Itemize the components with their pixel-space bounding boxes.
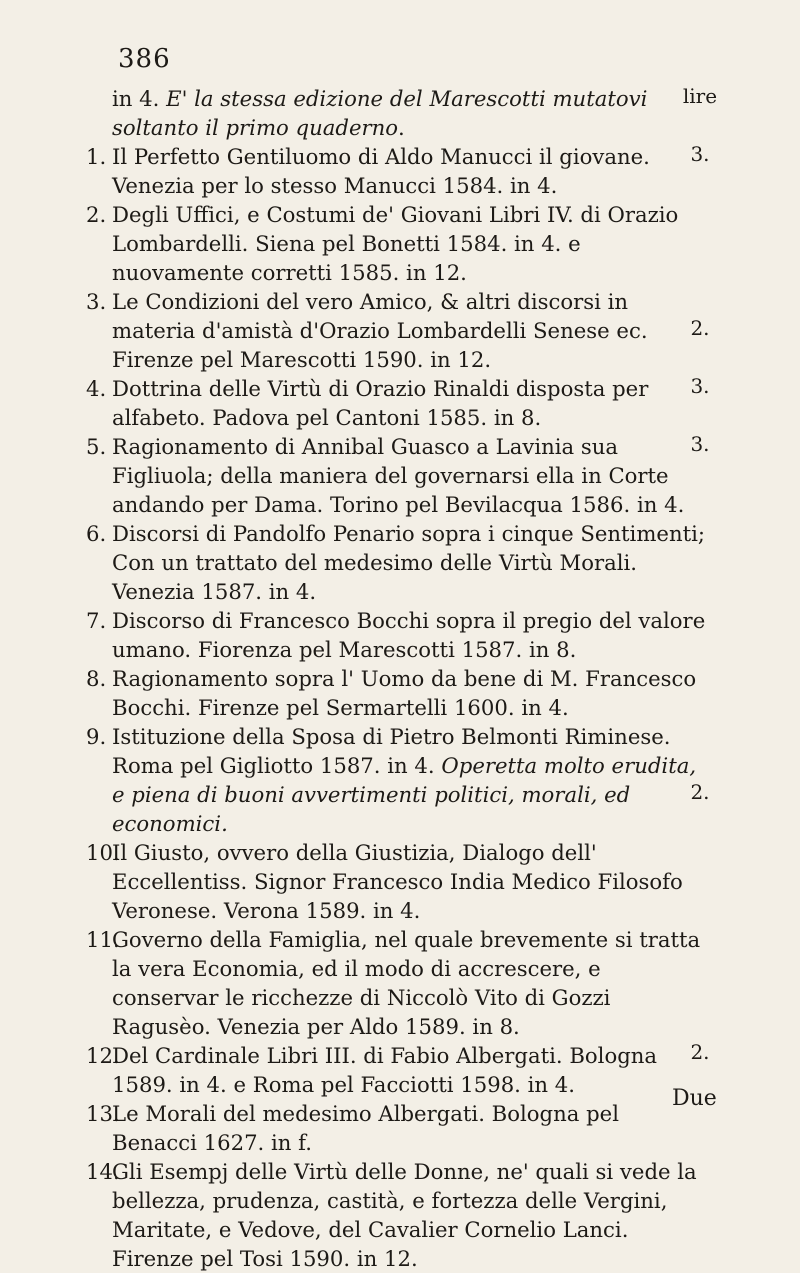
price-entry-11: 2. xyxy=(690,780,710,804)
catalog-entry-4 xyxy=(86,374,706,432)
entry-text: Ragionamento di Annibal Guasco a Lavinia sua Figliuola; della maniera del governarsi ella in Corte andando per Dama. Torino pel Bevilacqua 1586. in 4. xyxy=(112,434,685,517)
catalog-entry-6 xyxy=(86,519,706,606)
catalog-entry-2 xyxy=(86,200,706,287)
entry-number: 4. xyxy=(86,376,107,401)
entry-number: 1. xyxy=(86,144,107,169)
entry-number: 2. xyxy=(86,202,107,227)
entry-text: Il Giusto, ovvero della Giustizia, Dialogo dell' Eccellentiss. Signor Francesco India Medico Filosofo Veronese. Verona 1589. in 4. xyxy=(112,840,683,923)
entry-number: 9. xyxy=(86,724,107,749)
catalog-entry-13 xyxy=(86,1099,706,1157)
entry-number: 6. xyxy=(86,521,107,546)
entry-text: Degli Uffici, e Costumi de' Giovani Libri IV. di Orazio Lombardelli. Siena pel Bonetti 1584. in 4. e nuovamente corretti 1585. in 12. xyxy=(112,202,679,285)
entry-text: Del Cardinale Libri III. di Fabio Albergati. Bologna 1589. in 4. e Roma pel Facciotti 1598. in 4. xyxy=(112,1043,658,1097)
intro-suffix: . xyxy=(398,115,405,140)
price-entry-2: 3. xyxy=(690,142,710,166)
entry-number: 12. xyxy=(86,1043,120,1068)
entry-text: Dottrina delle Virtù di Orazio Rinaldi disposta per alfabeto. Padova pel Cantoni 1585. in 8. xyxy=(112,376,649,430)
entry-text: Governo della Famiglia, nel quale brevemente si tratta la vera Economia, ed il modo di accrescere, e conservar le ricchezze di Niccolò Vito di Gozzi Ragusèo. Venezia per Aldo 1589. in 8. xyxy=(112,927,701,1039)
catalog-text xyxy=(86,84,706,1273)
catalog-entry-8 xyxy=(86,664,706,722)
page-number: 386 xyxy=(118,44,171,74)
catalog-entry-9 xyxy=(86,722,706,838)
entry-number: 7. xyxy=(86,608,107,633)
entry-text: Le Condizioni del vero Amico, & altri discorsi in materia d'amistà d'Orazio Lombardelli Senese ec. Firenze pel Marescotti 1590. in 12. xyxy=(112,289,648,372)
catalog-entry-1 xyxy=(86,142,706,200)
catalog-entry-7 xyxy=(86,606,706,664)
intro-italic: E' la stessa edizione del Marescotti mutatovi soltanto il primo quaderno xyxy=(112,86,648,140)
entry-text: Ragionamento sopra l' Uomo da bene di M. Francesco Bocchi. Firenze pel Sermartelli 1600. in 4. xyxy=(112,666,697,720)
entry-number: 5. xyxy=(86,434,107,459)
entry-number: 14. xyxy=(86,1159,120,1184)
entry-text: Discorso di Francesco Bocchi sopra il pregio del valore umano. Fiorenza pel Marescotti 1587. in 8. xyxy=(112,608,706,662)
catalog-entry-11 xyxy=(86,925,706,1041)
catalog-entry-5 xyxy=(86,432,706,519)
price-entry-6: 3. xyxy=(690,432,710,456)
entry-number: 11. xyxy=(86,927,120,952)
catchword: Due xyxy=(672,1086,717,1111)
entry-text: Il Perfetto Gentiluomo di Aldo Manucci il giovane. Venezia per lo stesso Manucci 1584. in 4. xyxy=(112,144,650,198)
entry-number: 8. xyxy=(86,666,107,691)
entry-text: Le Morali del medesimo Albergati. Bologna pel Benacci 1627. in f. xyxy=(112,1101,619,1155)
entry-text xyxy=(112,724,696,836)
entry-text: Gli Esempj delle Virtù delle Donne, ne' quali si vede la bellezza, prudenza, castità, e fortezza delle Vergini, Maritate, e Vedove, del Cavalier Cornelio Lanci. Firenze pel Tosi 1590. in 12. xyxy=(112,1159,697,1271)
catalog-entry-14 xyxy=(86,1157,706,1273)
entry-text-plain: Istituzione della Sposa di Pietro Belmonti Riminese. Roma pel Gigliotto 1587. in 4. xyxy=(112,724,671,778)
intro-prefix: in 4. xyxy=(112,86,160,111)
catalog-entry-12 xyxy=(86,1041,706,1099)
entry-text-italic: Operetta molto erudita, e piena di buoni avvertimenti politici, morali, ed economici. xyxy=(112,753,697,836)
entry-number: 13. xyxy=(86,1101,120,1126)
price-entry-5: 3. xyxy=(690,374,710,398)
catalog-entry-3 xyxy=(86,287,706,374)
entry-text: Discorsi di Pandolfo Penario sopra i cinque Sentimenti; Con un trattato del medesimo delle Virtù Morali. Venezia 1587. in 4. xyxy=(112,521,706,604)
intro-paragraph xyxy=(112,84,706,142)
catalog-entry-10 xyxy=(86,838,706,925)
entry-number: 10. xyxy=(86,840,120,865)
price-column-header: lire xyxy=(682,84,718,108)
price-entry-14: 2. xyxy=(690,1040,710,1064)
entry-number: 3. xyxy=(86,289,107,314)
price-entry-4: 2. xyxy=(690,316,710,340)
